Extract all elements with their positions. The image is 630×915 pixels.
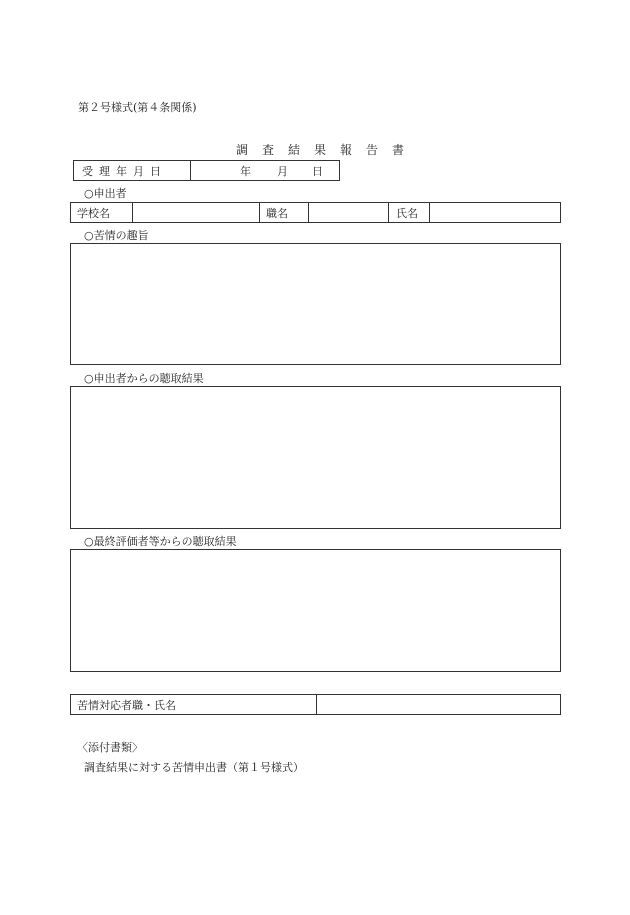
attachment-item: 調査結果に対する苦情申出書（第１号様式） bbox=[84, 761, 304, 774]
applicant-hearing-box[interactable] bbox=[70, 386, 561, 529]
handler-row bbox=[70, 694, 561, 715]
divider bbox=[190, 161, 191, 180]
school-field[interactable] bbox=[132, 203, 259, 222]
complaint-heading: ○苦情の趣旨 bbox=[84, 229, 149, 242]
evaluator-hearing-box[interactable] bbox=[70, 549, 561, 672]
applicant-heading: ○申出者 bbox=[84, 187, 127, 200]
received-date-box bbox=[73, 160, 340, 181]
year-label: 年 bbox=[240, 164, 251, 178]
handler-field[interactable] bbox=[316, 695, 560, 714]
name-field[interactable] bbox=[429, 203, 560, 222]
day-label: 日 bbox=[312, 164, 323, 178]
received-date-label: 受理年月日 bbox=[82, 164, 167, 178]
name-label: 氏名 bbox=[396, 206, 418, 220]
evaluator-hearing-heading: ○最終評価者等からの聴取結果 bbox=[84, 535, 237, 548]
handler-label: 苦情対応者職・氏名 bbox=[77, 698, 176, 712]
month-label: 月 bbox=[277, 164, 288, 178]
school-label: 学校名 bbox=[77, 206, 110, 220]
position-field[interactable] bbox=[308, 203, 388, 222]
page-title: 調査結果報告書 bbox=[236, 143, 419, 157]
divider bbox=[388, 203, 389, 222]
complaint-box[interactable] bbox=[70, 243, 561, 365]
attachments-heading: 〈添付書類〉 bbox=[77, 741, 143, 754]
form-number: 第２号様式(第４条関係) bbox=[78, 101, 197, 114]
applicant-row bbox=[70, 202, 561, 223]
applicant-hearing-heading: ○申出者からの聴取結果 bbox=[84, 372, 204, 385]
position-label: 職名 bbox=[266, 206, 288, 220]
divider bbox=[259, 203, 260, 222]
